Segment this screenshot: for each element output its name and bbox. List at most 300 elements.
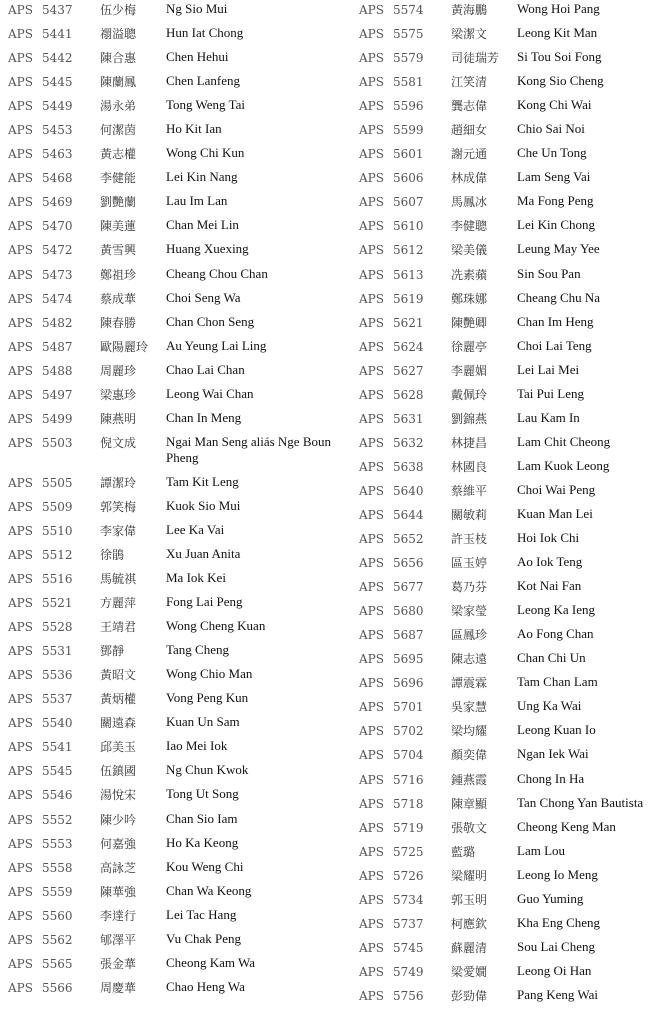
chinese-name: 蘇麗清 <box>451 940 488 955</box>
chinese-name: 邱美玉 <box>100 740 137 755</box>
entry-number: 5468 <box>42 171 73 186</box>
entry-number: 5745 <box>393 940 424 955</box>
entry-number: 5560 <box>42 908 73 923</box>
entry-code: APS <box>8 387 33 402</box>
entry-number: 5553 <box>42 836 73 851</box>
entry-code: APS <box>8 291 33 306</box>
chinese-name: 黃炳權 <box>100 692 137 707</box>
entry-code: APS <box>8 123 33 138</box>
chinese-name: 關敏莉 <box>451 507 488 522</box>
entry-code: APS <box>8 932 33 947</box>
entry-number: 5716 <box>393 772 424 787</box>
list-item <box>359 962 664 986</box>
entry-number: 5599 <box>393 123 424 138</box>
list-item <box>8 24 353 48</box>
entry-number: 5558 <box>42 860 73 875</box>
romanized-name: Lei Kin Nang <box>166 169 238 185</box>
romanized-name: Fong Lai Peng <box>166 594 243 610</box>
entry-code: APS <box>359 411 384 426</box>
romanized-name: Leong Kit Man <box>517 25 598 41</box>
list-item <box>8 521 353 545</box>
entry-number: 5725 <box>393 844 424 859</box>
entry-number: 5619 <box>393 291 424 306</box>
entry-code: APS <box>359 652 384 667</box>
chinese-name: 方麗萍 <box>100 596 137 611</box>
romanized-name: Ng Chun Kwok <box>166 762 249 778</box>
romanized-name: Lei Lai Mei <box>517 361 580 377</box>
entry-number: 5474 <box>42 291 73 306</box>
romanized-name: Ngan Iek Wai <box>517 746 589 762</box>
list-item <box>359 770 664 794</box>
romanized-name: Kha Eng Cheng <box>517 914 601 930</box>
entry-code: APS <box>359 195 384 210</box>
entry-number: 5696 <box>393 676 424 691</box>
list-item <box>359 601 664 625</box>
chinese-name: 郇澤平 <box>100 932 137 947</box>
list-item <box>359 168 664 192</box>
list-item <box>8 0 353 24</box>
entry-code: APS <box>8 363 33 378</box>
chinese-name: 黃雪興 <box>100 243 137 258</box>
romanized-name: Ma Iok Kei <box>166 570 226 586</box>
list-item <box>8 168 353 192</box>
chinese-name: 歐陽麗玲 <box>100 339 149 354</box>
list-item <box>8 858 353 882</box>
entry-number: 5704 <box>393 748 424 763</box>
chinese-name: 鄭珠娜 <box>451 291 488 306</box>
chinese-name: 陳志遠 <box>451 652 488 667</box>
entry-code: APS <box>8 475 33 490</box>
entry-code: APS <box>359 844 384 859</box>
chinese-name: 藍璐 <box>451 844 476 859</box>
romanized-name: Hoi Iok Chi <box>517 530 580 546</box>
romanized-name: Kuan Man Lei <box>517 505 593 521</box>
romanized-name: Ng Sio Mui <box>166 1 228 16</box>
list-item <box>8 978 353 1002</box>
list-item <box>8 906 353 930</box>
list-item <box>359 0 664 24</box>
chinese-name: 梁潔文 <box>451 27 488 42</box>
entry-number: 5487 <box>42 339 73 354</box>
entry-number: 5719 <box>393 820 424 835</box>
chinese-name: 何潔茵 <box>100 123 137 138</box>
chinese-name: 梁惠珍 <box>100 387 137 402</box>
list-item <box>359 457 664 481</box>
chinese-name: 馬鳳冰 <box>451 195 488 210</box>
chinese-name: 伍少梅 <box>100 3 137 17</box>
romanized-name: Pang Keng Wai <box>517 986 599 1002</box>
entry-code: APS <box>8 267 33 282</box>
entry-code: APS <box>8 860 33 875</box>
list-item <box>359 192 664 216</box>
chinese-name: 陳少吟 <box>100 812 137 827</box>
entry-code: APS <box>359 291 384 306</box>
romanized-name: Chan Wa Keong <box>166 882 252 898</box>
entry-code: APS <box>8 243 33 258</box>
list-item <box>8 313 353 337</box>
list-item <box>359 313 664 337</box>
romanized-name: Wong Chi Kun <box>166 145 245 161</box>
chinese-name: 陳春勝 <box>100 315 137 330</box>
list-item <box>8 545 353 569</box>
list-item <box>8 593 353 617</box>
list-item <box>359 337 664 361</box>
list-item <box>359 745 664 769</box>
chinese-name: 郭玉明 <box>451 892 488 907</box>
chinese-name: 徐麗亭 <box>451 339 488 354</box>
romanized-name: Kuok Sio Mui <box>166 497 241 513</box>
chinese-name: 張敬文 <box>451 820 488 835</box>
entry-number: 5612 <box>393 243 424 258</box>
entry-code: APS <box>359 339 384 354</box>
entry-number: 5613 <box>393 267 424 282</box>
entry-number: 5488 <box>42 363 73 378</box>
entry-number: 5453 <box>42 123 73 138</box>
romanized-name: Lam Kuok Leong <box>517 457 610 473</box>
entry-number: 5640 <box>393 483 424 498</box>
entry-number: 5546 <box>42 788 73 803</box>
list-item <box>359 216 664 240</box>
chinese-name: 梁美儀 <box>451 243 488 258</box>
entry-code: APS <box>8 572 33 587</box>
entry-number: 5624 <box>393 339 424 354</box>
chinese-name: 蔡維平 <box>451 483 488 498</box>
entry-number: 5469 <box>42 195 73 210</box>
list-item <box>359 385 664 409</box>
list-item <box>8 930 353 954</box>
right-column <box>359 0 664 1010</box>
entry-number: 5579 <box>393 51 424 66</box>
entry-number: 5607 <box>393 195 424 210</box>
romanized-name: Guo Yuming <box>517 890 584 906</box>
entry-number: 5499 <box>42 411 73 426</box>
entry-number: 5652 <box>393 532 424 547</box>
entry-number: 5472 <box>42 243 73 258</box>
list-item <box>359 529 664 553</box>
chinese-name: 梁愛嫺 <box>451 964 488 979</box>
entry-number: 5552 <box>42 812 73 827</box>
list-item <box>8 665 353 689</box>
romanized-name: Kou Weng Chi <box>166 858 244 874</box>
chinese-name: 李健聰 <box>451 219 488 234</box>
entry-code: APS <box>8 51 33 66</box>
entry-number: 5482 <box>42 315 73 330</box>
chinese-name: 龔志偉 <box>451 99 488 114</box>
chinese-name: 李健能 <box>100 171 137 186</box>
romanized-name: Leung May Yee <box>517 241 600 257</box>
chinese-name: 趙細女 <box>451 123 488 138</box>
list-item <box>359 120 664 144</box>
entry-number: 5528 <box>42 620 73 635</box>
chinese-name: 蔡成華 <box>100 291 137 306</box>
list-item <box>8 713 353 737</box>
entry-number: 5559 <box>42 884 73 899</box>
list-item <box>359 721 664 745</box>
list-item <box>359 24 664 48</box>
entry-number: 5565 <box>42 956 73 971</box>
romanized-name: Kot Nai Fan <box>517 578 582 594</box>
entry-number: 5581 <box>393 75 424 90</box>
entry-number: 5601 <box>393 147 424 162</box>
romanized-name: Choi Lai Teng <box>517 337 592 353</box>
list-item <box>8 240 353 264</box>
entry-code: APS <box>359 700 384 715</box>
romanized-name: Chan Chon Seng <box>166 313 255 329</box>
entry-number: 5702 <box>393 724 424 739</box>
chinese-name: 周慶華 <box>100 980 137 995</box>
chinese-name: 王靖君 <box>100 620 137 635</box>
romanized-name: Lei Tac Hang <box>166 906 237 922</box>
romanized-name: Kong Chi Wai <box>517 97 592 113</box>
entry-number: 5509 <box>42 499 73 514</box>
list-item <box>359 240 664 264</box>
entry-code: APS <box>359 99 384 114</box>
entry-code: APS <box>359 507 384 522</box>
entry-number: 5621 <box>393 315 424 330</box>
list-item <box>359 649 664 673</box>
list-item <box>8 361 353 385</box>
chinese-name: 譚震霖 <box>451 676 488 691</box>
romanized-name: Chan In Meng <box>166 409 242 425</box>
romanized-name: Vong Peng Kun <box>166 690 249 706</box>
entry-code: APS <box>8 219 33 234</box>
entry-number: 5437 <box>42 3 73 17</box>
romanized-name: Cheang Chou Chan <box>166 265 268 281</box>
chinese-name: 林成偉 <box>451 171 488 186</box>
chinese-name: 劉錦燕 <box>451 411 488 426</box>
romanized-name: Kuan Un Sam <box>166 714 240 730</box>
entry-code: APS <box>359 772 384 787</box>
list-item <box>8 72 353 96</box>
entry-code: APS <box>359 51 384 66</box>
romanized-name: Chan Mei Lin <box>166 217 239 233</box>
entry-code: APS <box>8 3 33 17</box>
romanized-name: Cheang Chu Na <box>517 289 601 305</box>
romanized-name: Tong Ut Song <box>166 786 239 802</box>
romanized-name: Choi Wai Peng <box>517 481 596 497</box>
entry-code: APS <box>359 676 384 691</box>
chinese-name: 區玉婷 <box>451 556 488 571</box>
romanized-name: Chan Im Heng <box>517 313 594 329</box>
entry-code: APS <box>8 956 33 971</box>
chinese-name: 司徒瑞芳 <box>451 51 500 66</box>
chinese-name: 伍鎮國 <box>100 764 137 779</box>
entry-number: 5512 <box>42 547 73 562</box>
list-item <box>359 265 664 289</box>
chinese-name: 陳燕明 <box>100 411 137 426</box>
entry-code: APS <box>8 435 33 450</box>
entry-code: APS <box>359 892 384 907</box>
entry-code: APS <box>359 604 384 619</box>
romanized-name: Xu Juan Anita <box>166 545 241 561</box>
romanized-name: Leong Ka Ieng <box>517 602 595 618</box>
entry-code: APS <box>8 716 33 731</box>
chinese-name: 馬毓祺 <box>100 572 137 587</box>
entry-number: 5627 <box>393 363 424 378</box>
entry-code: APS <box>8 908 33 923</box>
list-item <box>8 761 353 785</box>
list-item <box>8 289 353 313</box>
list-item <box>359 577 664 601</box>
entry-code: APS <box>359 628 384 643</box>
entry-code: APS <box>8 812 33 827</box>
chinese-name: 黃昭文 <box>100 668 137 683</box>
list-item <box>359 866 664 890</box>
chinese-name: 禤溢聰 <box>100 27 137 42</box>
entry-code: APS <box>8 836 33 851</box>
romanized-name: Hun Iat Chong <box>166 25 244 41</box>
entry-number: 5497 <box>42 387 73 402</box>
entry-code: APS <box>359 219 384 234</box>
chinese-name: 謝元通 <box>451 147 488 162</box>
entry-number: 5545 <box>42 764 73 779</box>
chinese-name: 陳美蓮 <box>100 219 137 234</box>
entry-code: APS <box>359 435 384 450</box>
chinese-name: 許玉枝 <box>451 532 488 547</box>
entry-code: APS <box>8 692 33 707</box>
chinese-name: 何嘉強 <box>100 836 137 851</box>
romanized-name: Tam Kit Leng <box>166 473 239 489</box>
romanized-name: Chao Lai Chan <box>166 361 245 377</box>
entry-number: 5756 <box>393 988 424 1003</box>
romanized-name: Lam Lou <box>517 842 566 858</box>
list-item <box>8 337 353 361</box>
entry-code: APS <box>8 764 33 779</box>
list-item <box>8 216 353 240</box>
list-item <box>8 810 353 834</box>
entry-code: APS <box>359 459 384 474</box>
list-item <box>359 818 664 842</box>
romanized-name: Tam Chan Lam <box>517 674 598 690</box>
chinese-name: 張金華 <box>100 956 137 971</box>
list-item <box>8 192 353 216</box>
entry-number: 5562 <box>42 932 73 947</box>
chinese-name: 梁均耀 <box>451 724 488 739</box>
list-item <box>359 144 664 168</box>
romanized-name: Cheong Keng Man <box>517 818 616 834</box>
list-item <box>359 794 664 818</box>
list-item <box>359 625 664 649</box>
entry-code: APS <box>359 267 384 282</box>
romanized-name: Tong Weng Tai <box>166 97 245 113</box>
chinese-name: 陳華強 <box>100 884 137 899</box>
chinese-name: 關遠森 <box>100 716 137 731</box>
entry-code: APS <box>359 580 384 595</box>
entry-code: APS <box>359 964 384 979</box>
romanized-name: Ma Fong Peng <box>517 193 594 209</box>
romanized-name: Vu Chak Peng <box>166 930 242 946</box>
entry-number: 5628 <box>393 387 424 402</box>
entry-code: APS <box>8 596 33 611</box>
list-item <box>359 673 664 697</box>
entry-code: APS <box>8 99 33 114</box>
chinese-name: 吳家慧 <box>451 700 488 715</box>
entry-number: 5442 <box>42 51 73 66</box>
entry-number: 5656 <box>393 556 424 571</box>
romanized-name: Leong Oi Han <box>517 962 592 978</box>
entry-number: 5441 <box>42 27 73 42</box>
entry-number: 5632 <box>393 435 424 450</box>
list-item <box>8 689 353 713</box>
entry-number: 5695 <box>393 652 424 667</box>
list-item <box>8 48 353 72</box>
list-item <box>359 842 664 866</box>
entry-number: 5521 <box>42 596 73 611</box>
entry-code: APS <box>8 195 33 210</box>
entry-code: APS <box>359 123 384 138</box>
list-item <box>359 938 664 962</box>
romanized-name: Lee Ka Vai <box>166 521 225 537</box>
chinese-name: 冼素蘋 <box>451 267 488 282</box>
list-item <box>8 737 353 761</box>
entry-code: APS <box>8 788 33 803</box>
entry-number: 5510 <box>42 523 73 538</box>
entry-code: APS <box>359 724 384 739</box>
chinese-name: 周麗珍 <box>100 363 137 378</box>
entry-code: APS <box>359 171 384 186</box>
chinese-name: 李達行 <box>100 908 137 923</box>
list-item <box>8 433 353 473</box>
list-item <box>8 954 353 978</box>
entry-code: APS <box>8 644 33 659</box>
romanized-name: Wong Hoi Pang <box>517 1 600 16</box>
entry-code: APS <box>8 75 33 90</box>
chinese-name: 陳合惠 <box>100 51 137 66</box>
entry-code: APS <box>8 620 33 635</box>
list-item <box>359 409 664 433</box>
list-item <box>359 914 664 938</box>
entry-number: 5531 <box>42 644 73 659</box>
chinese-name: 黃志權 <box>100 147 137 162</box>
romanized-name: Sou Lai Cheng <box>517 938 595 954</box>
chinese-name: 梁耀明 <box>451 868 488 883</box>
entry-number: 5536 <box>42 668 73 683</box>
romanized-name: Au Yeung Lai Ling <box>166 337 267 353</box>
entry-number: 5680 <box>393 604 424 619</box>
chinese-name: 高詠芝 <box>100 860 137 875</box>
chinese-name: 顏奕偉 <box>451 748 488 763</box>
romanized-name: Chen Hehui <box>166 49 229 65</box>
entry-number: 5606 <box>393 171 424 186</box>
chinese-name: 李麗媚 <box>451 363 488 378</box>
romanized-name: Tan Chong Yan Bautista <box>517 794 644 810</box>
chinese-name: 譚潔玲 <box>100 475 137 490</box>
romanized-name: Ao Fong Chan <box>517 626 594 642</box>
entry-code: APS <box>8 980 33 995</box>
entry-number: 5473 <box>42 267 73 282</box>
list-item <box>359 553 664 577</box>
romanized-name: Chong In Ha <box>517 770 585 786</box>
list-item <box>8 569 353 593</box>
romanized-name: Lam Seng Vai <box>517 169 591 185</box>
list-item <box>8 96 353 120</box>
chinese-name: 區鳳珍 <box>451 628 488 643</box>
entry-code: APS <box>359 387 384 402</box>
list-item <box>359 289 664 313</box>
romanized-name: Ho Kit Ian <box>166 121 222 137</box>
entry-number: 5726 <box>393 868 424 883</box>
romanized-name: Cheong Kam Wa <box>166 954 255 970</box>
list-item <box>8 882 353 906</box>
chinese-name: 鄭祖珍 <box>100 267 137 282</box>
entry-code: APS <box>8 315 33 330</box>
entry-number: 5541 <box>42 740 73 755</box>
romanized-name: Wong Cheng Kuan <box>166 618 266 634</box>
entry-code: APS <box>8 740 33 755</box>
romanized-name: Sin Sou Pan <box>517 265 581 281</box>
entry-code: APS <box>8 339 33 354</box>
entry-number: 5638 <box>393 459 424 474</box>
